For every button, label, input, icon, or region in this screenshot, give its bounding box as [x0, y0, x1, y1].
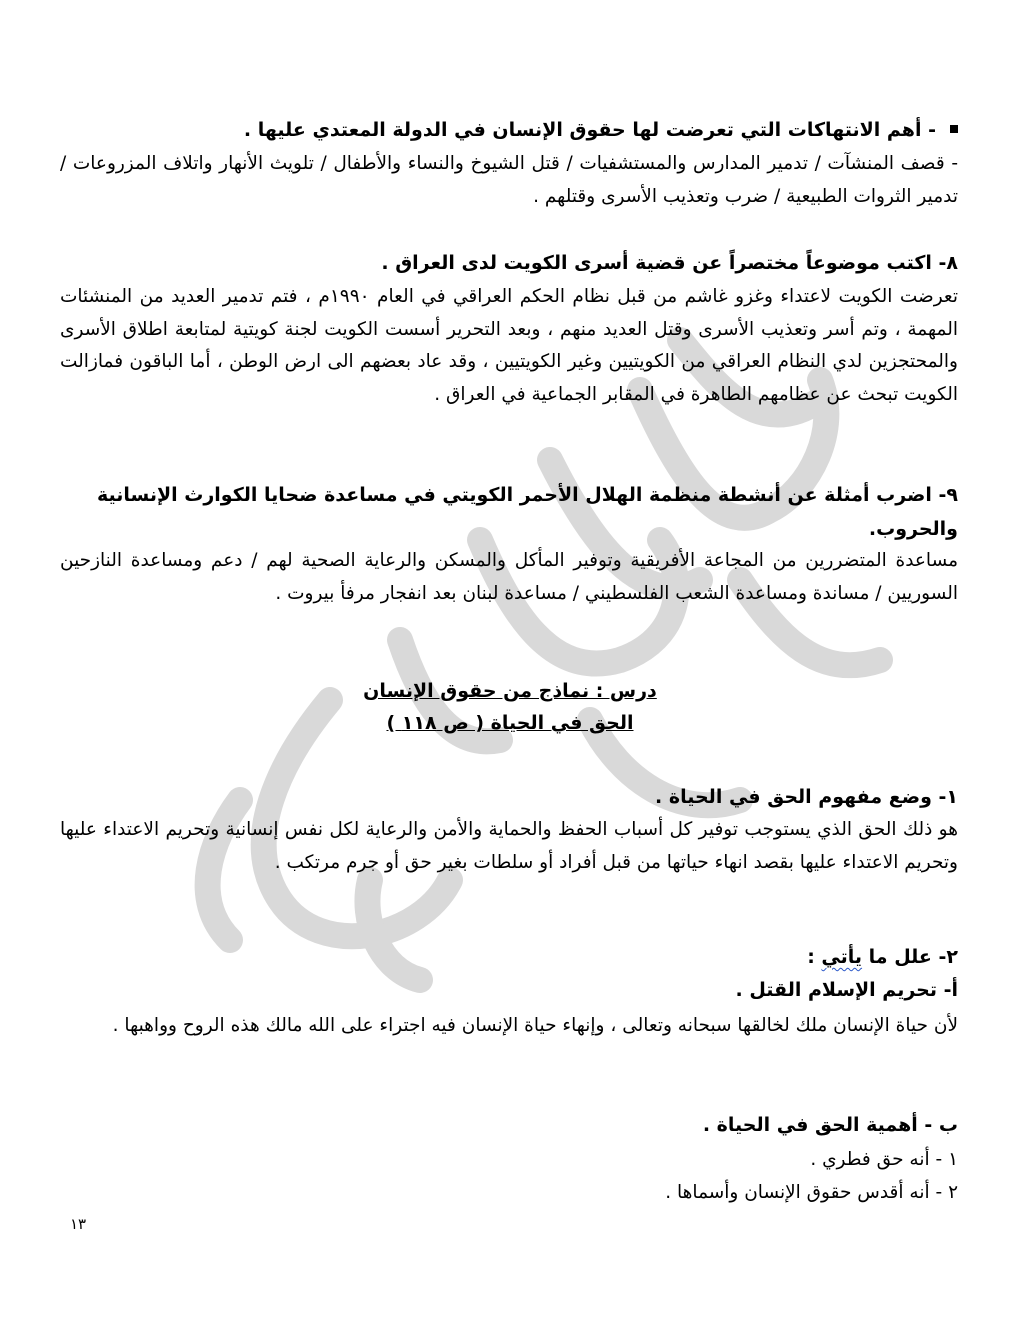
s8-text: تعرضت الكويت لاعتداء وغزو غاشم من قبل نظام الحكم العراقي في العام ١٩٩٠م ، فتم تدمير العديد من المنشئات المهمة ، وتم أسر وتعذيب الأسرى وقتل العديد منهم ، وبعد التحرير أسست الكويت لجنة كويتية لمتابعة اطلاق الأسرى والمحتجزين لدي النظام العراقي من الكويتيين وغير الكويتيين ، وقد عاد بعضهم الى ارض الوطن ، أما الباقون فمازالت الكويت تبحث عن عظامهم الطاهرة في المقابر الجماعية في العراق . — [60, 286, 958, 405]
q2-heading-suffix: : — [807, 946, 822, 968]
q2-a-text: لأن حياة الإنسان ملك لخالقها سبحانه وتعالى ، وإنهاء حياة الإنسان فيه اجتراء على الله مالك هذه الروح وواهبها . — [112, 1015, 958, 1036]
page-number: ١٣ — [70, 1215, 87, 1233]
q2-heading-prefix: ٢- علل ما — [862, 946, 958, 968]
q1-heading: ١- وضع مفهوم الحق في الحياة . — [655, 786, 958, 808]
q2-b-item-2: ٢ - أنه أقدس حقوق الإنسان وأسماها . — [665, 1182, 958, 1203]
q2-heading — [60, 941, 958, 973]
q2-b-item-1: ١ - أنه حق فطري . — [810, 1149, 958, 1170]
q2-heading-underlined: يأتي — [821, 946, 863, 968]
q2-b-heading: ب - أهمية الحق في الحياة . — [702, 1114, 958, 1136]
q2-a-heading: أ- تحريم الإسلام القتل . — [735, 979, 958, 1001]
bullet-square-icon — [950, 125, 958, 133]
q1-text: هو ذلك الحق الذي يستوجب توفير كل أسباب الحفظ والحماية والأمن والرعاية لكل نفس إنسانية وتحريم الاعتداء عليها وتحريم الاعتداء عليها بقصد انهاء حياتها من قبل أفراد أو سلطات بغير حق أو جرم مرتكب . — [60, 819, 958, 873]
s8-heading: ٨- اكتب موضوعاً مختصراً عن قضية أسرى الكويت لدى العراق . — [381, 252, 958, 274]
lesson-subtitle: الحق في الحياة ( ص ١١٨ ) — [386, 712, 634, 734]
s9-heading: ٩- اضرب أمثلة عن أنشطة منظمة الهلال الأحمر الكويتي في مساعدة ضحايا الكوارث الإنسانية والحروب. — [96, 484, 958, 540]
lesson-title: درس : نماذج من حقوق الإنسان — [363, 680, 657, 702]
s7-heading: - أهم الانتهاكات التي تعرضت لها حقوق الإنسان في الدولة المعتدي عليها . — [243, 119, 936, 141]
s9-text: مساعدة المتضررين من المجاعة الأفريقية وتوفير المأكل والمسكن والرعاية الصحية لهم / دعم ومساعدة النازحين السوريين / مساندة ومساعدة الشعب الفلسطيني / مساعدة لبنان بعد انفجار مرفأ بيروت . — [60, 550, 958, 604]
s7-text: - قصف المنشآت / تدمير المدارس والمستشفيات / قتل الشيوخ والنساء والأطفال / تلويث الأنهار واتلاف المزروعات / تدمير الثروات الطبيعية / ضرب وتعذيب الأسرى وقتلهم . — [60, 153, 958, 207]
